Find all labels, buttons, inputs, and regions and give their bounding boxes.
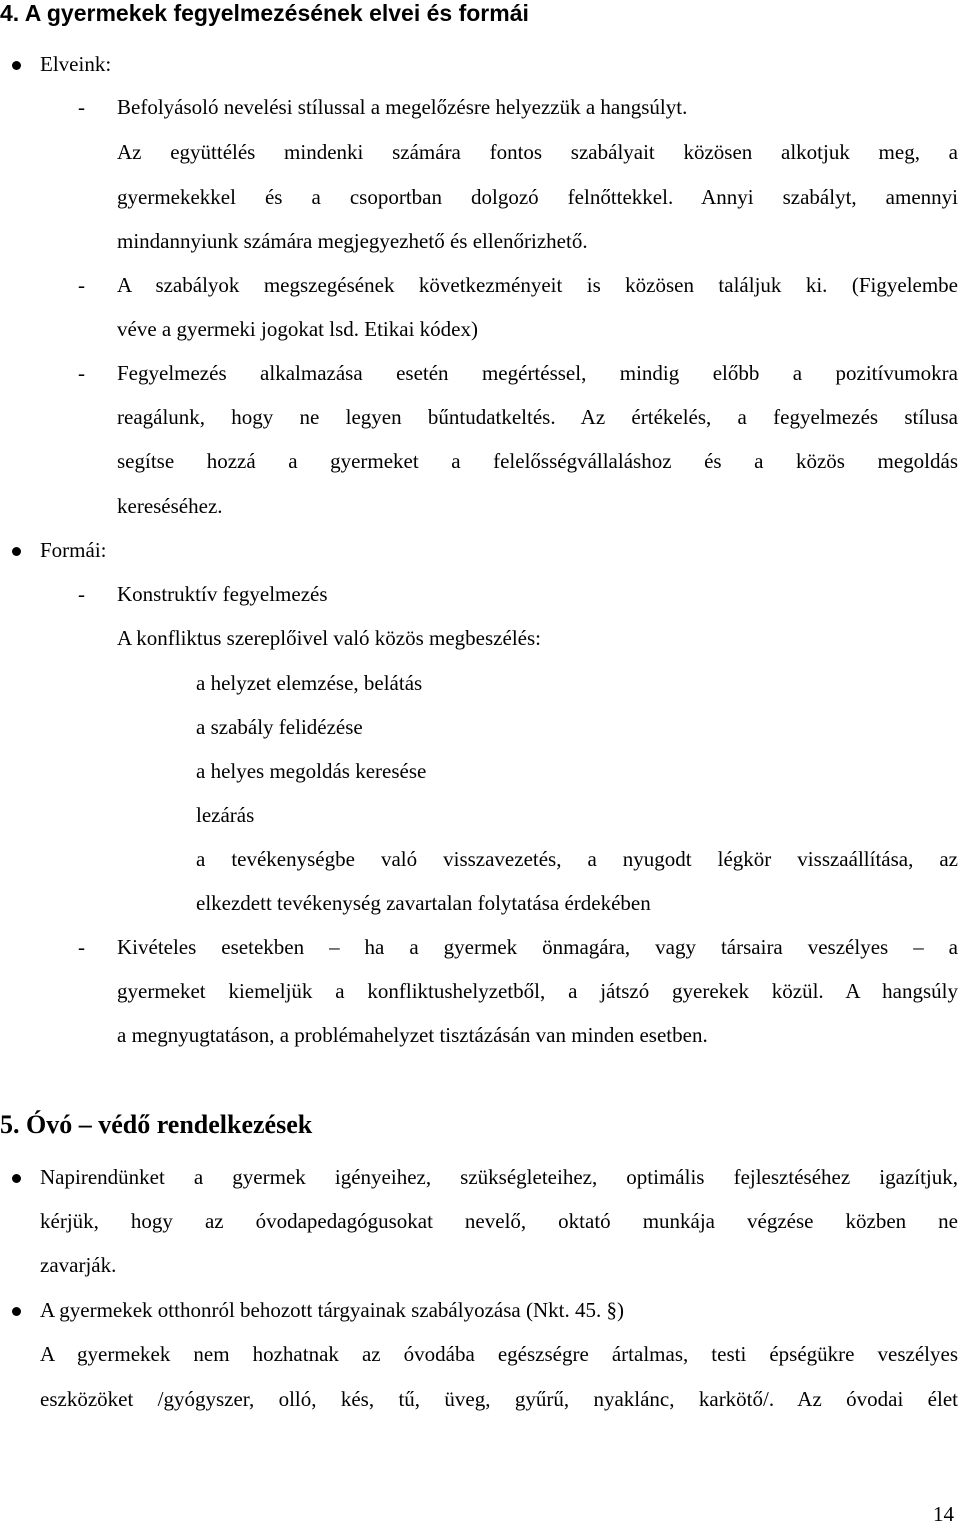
principle-1-line-3: gyermekekkel és a csoportban dolgozó felnőttekkel. Annyi szabályt, amennyi [117,185,958,209]
form-1-step: a szabály felidézése [196,715,363,739]
principle-1-line-1: Befolyásoló nevelési stílussal a megelőzésre helyezzük a hangsúlyt. [117,95,688,119]
dash-marker: - [78,361,85,385]
page-number: 14 [933,1502,954,1526]
form-1-step: a tevékenységbe való visszavezetés, a nyugodt légkör visszaállítása, az [196,847,958,871]
bullet-dot [12,547,21,556]
principle-2-line-1: A szabályok megszegésének következményeit is közösen találjuk ki. (Figyelembe [117,273,958,297]
dash-marker: - [78,582,85,606]
schedule-line-2: kérjük, hogy az óvodapedagógusokat nevelő, oktató munkája végzése közben ne [40,1209,958,1233]
dash-marker: - [78,935,85,959]
principle-3-line-1: Fegyelmezés alkalmazása esetén megértéssel, mindig előbb a pozitívumokra [117,361,958,385]
form-1-step: a helyes megoldás keresése [196,759,427,783]
form-1-step: a helyzet elemzése, belátás [196,671,423,695]
principle-3-line-4: kereséséhez. [117,494,223,518]
forms-label: Formái: [40,538,107,562]
dash-marker: - [78,95,85,119]
items-rule-title: A gyermekek otthonról behozott tárgyainak szabályozása (Nkt. 45. §) [40,1298,624,1322]
bullet-dot [12,1174,21,1183]
bullet-dot [12,1307,21,1316]
section-4-heading: 4. A gyermekek fegyelmezésének elvei és formái [0,0,529,26]
bullet-dot [12,61,21,70]
principle-1-line-2: Az együttélés mindenki számára fontos szabályait közösen alkotjuk meg, a [117,140,958,164]
principles-label: Elveink: [40,52,112,76]
items-rule-line-1: A gyermekek nem hozhatnak az óvodába egészségre ártalmas, testi épségükre veszélyes [40,1342,958,1366]
schedule-line-3: zavarják. [40,1253,117,1277]
form-1-intro: A konfliktus szereplőivel való közös megbeszélés: [117,626,541,650]
principle-3-line-2: reagálunk, hogy ne legyen bűntudatkeltés. Az értékelés, a fegyelmezés stílusa [117,405,958,429]
form-2-line-2: gyermeket kiemeljük a konfliktushelyzetből, a játszó gyerekek közül. A hangsúly [117,979,958,1003]
dash-marker: - [78,273,85,297]
schedule-line-1: Napirendünket a gyermek igényeihez, szükségleteihez, optimális fejlesztéséhez igazítjuk, [40,1165,958,1189]
principle-3-line-3: segítse hozzá a gyermeket a felelősségvállaláshoz és a közös megoldás [117,449,958,473]
form-1-step: lezárás [196,803,255,827]
section-5-heading: 5. Óvó – védő rendelkezések [0,1110,313,1139]
form-2-line-3: a megnyugtatáson, a problémahelyzet tisztázásán van minden esetben. [117,1023,708,1047]
form-1-title: Konstruktív fegyelmezés [117,582,328,606]
items-rule-line-2: eszközöket /gyógyszer, olló, kés, tű, üveg, gyűrű, nyaklánc, karkötő/. Az óvodai élet [40,1387,958,1411]
principle-1-line-4: mindannyiunk számára megjegyezhető és ellenőrizhető. [117,229,588,253]
form-1-step-cont: elkezdett tevékenység zavartalan folytatása érdekében [196,891,651,915]
form-2-line-1: Kivételes esetekben – ha a gyermek önmagára, vagy társaira veszélyes – a [117,935,958,959]
principle-2-line-2: véve a gyermeki jogokat lsd. Etikai kódex) [117,317,478,341]
